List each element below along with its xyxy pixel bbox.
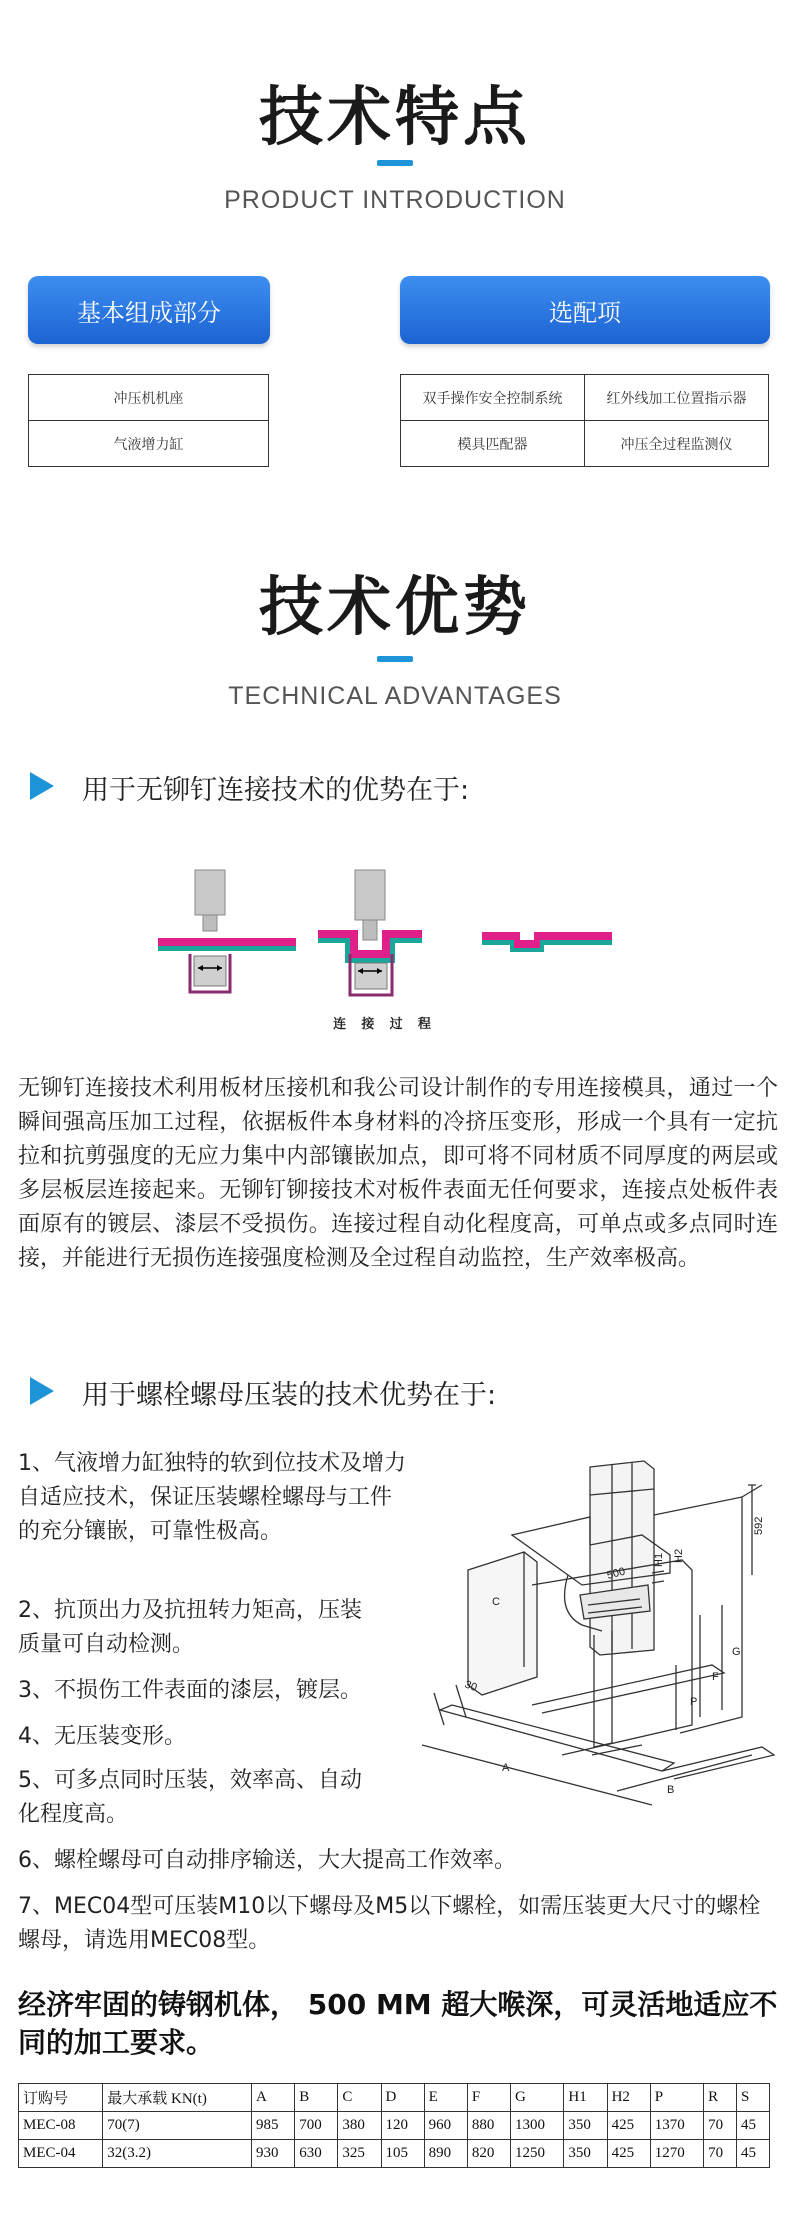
spec-cell: 820 xyxy=(467,2140,510,2168)
clinching-process-diagram xyxy=(150,868,620,1018)
dim-label-g: G xyxy=(732,1646,741,1658)
dim-label-h1: H1 xyxy=(653,1552,665,1567)
bolt-nut-heading: 用于螺栓螺母压装的技术优势在于: xyxy=(82,1380,497,1411)
spec-cell: 425 xyxy=(607,2140,650,2168)
advantages-subtitle: TECHNICAL ADVANTAGES xyxy=(228,682,562,710)
spec-header: C xyxy=(338,2084,381,2112)
dim-label-500: 500 xyxy=(605,1565,627,1582)
spec-cell: 880 xyxy=(467,2112,510,2140)
bolt-advantage-item: 2、抗顶出力及抗扭转力矩高，压装质量可自动检测。 xyxy=(18,1598,362,1657)
spec-header: P xyxy=(650,2084,703,2112)
option-item: 模具匹配器 xyxy=(401,421,585,467)
dim-label-p: P xyxy=(690,1696,698,1708)
option-item: 冲压全过程监测仪 xyxy=(585,421,769,467)
basic-components-button[interactable]: 基本组成部分 xyxy=(28,276,270,344)
spec-header-row xyxy=(19,2084,770,2112)
diagram-caption: 连 接 过 程 xyxy=(333,1016,437,1031)
spec-cell: 1250 xyxy=(510,2140,563,2168)
spec-cell: 350 xyxy=(564,2112,607,2140)
spec-cell: 425 xyxy=(607,2112,650,2140)
spec-cell: 45 xyxy=(737,2140,770,2168)
dim-label-f: F xyxy=(712,1671,719,1683)
spec-cell: 32(3.2) xyxy=(103,2140,252,2168)
spec-cell: 630 xyxy=(295,2140,338,2168)
basic-item: 冲压机机座 xyxy=(29,375,269,421)
spec-cell: 325 xyxy=(338,2140,381,2168)
clinch-stage-3 xyxy=(482,932,612,952)
spec-cell: 70 xyxy=(704,2140,737,2168)
intro-subtitle: PRODUCT INTRODUCTION xyxy=(224,186,566,214)
advantages-title-underline xyxy=(377,656,413,662)
spec-header: H2 xyxy=(607,2084,650,2112)
option-item: 双手操作安全控制系统 xyxy=(401,375,585,421)
spec-header: 最大承载 KN(t) xyxy=(103,2084,252,2112)
spec-cell: 70 xyxy=(704,2112,737,2140)
spec-header: B xyxy=(295,2084,338,2112)
clinch-stage-1 xyxy=(158,870,296,992)
spec-cell: 985 xyxy=(252,2112,295,2140)
spec-header: E xyxy=(424,2084,467,2112)
spec-cell: 930 xyxy=(252,2140,295,2168)
spec-header: H1 xyxy=(564,2084,607,2112)
dim-label-c: C xyxy=(492,1596,500,1608)
dim-label-a: A xyxy=(502,1762,510,1774)
dim-label-592: 592 xyxy=(753,1516,765,1535)
spec-cell: 700 xyxy=(295,2112,338,2140)
spec-cell: 120 xyxy=(381,2112,424,2140)
intro-title: 技术特点 xyxy=(259,81,531,155)
optional-items-button[interactable]: 选配项 xyxy=(400,276,770,344)
spec-header: R xyxy=(704,2084,737,2112)
spec-cell: 70(7) xyxy=(103,2112,252,2140)
bolt-advantage-item: 3、不损伤工件表面的漆层，镀层。 xyxy=(18,1678,362,1703)
spec-cell: 1370 xyxy=(650,2112,703,2140)
spec-header: D xyxy=(381,2084,424,2112)
spec-header: 订购号 xyxy=(19,2084,103,2112)
bolt-advantage-item: 4、无压装变形。 xyxy=(18,1724,186,1749)
spec-cell: MEC-08 xyxy=(19,2112,103,2140)
option-items-table xyxy=(400,374,769,467)
dim-label-h2: H2 xyxy=(673,1548,685,1563)
press-machine-drawing xyxy=(412,1455,782,1825)
bolt-advantage-item: 5、可多点同时压装，效率高、自动化程度高。 xyxy=(18,1768,362,1827)
spec-cell: 1300 xyxy=(510,2112,563,2140)
cast-steel-heading: 经济牢固的铸钢机体， 500 MM 超大喉深，可灵活地适应不同的加工要求。 xyxy=(18,1988,778,2059)
dim-label-30: 30 xyxy=(462,1678,479,1695)
table-row xyxy=(19,2112,770,2140)
clinch-stage-2 xyxy=(318,870,422,995)
spec-header: G xyxy=(510,2084,563,2112)
basic-items-table xyxy=(28,374,269,467)
play-arrow-icon xyxy=(30,1377,54,1405)
bolt-advantage-item: 7、MEC04型可压装M10以下螺母及M5以下螺栓，如需压装更大尺寸的螺栓螺母，请选用MEC08型。 xyxy=(18,1894,761,1953)
play-arrow-icon xyxy=(30,772,54,800)
spec-header: F xyxy=(467,2084,510,2112)
spec-cell: 380 xyxy=(338,2112,381,2140)
spec-cell: 1270 xyxy=(650,2140,703,2168)
spec-header: S xyxy=(737,2084,770,2112)
advantages-title: 技术优势 xyxy=(259,571,531,645)
spec-cell: 350 xyxy=(564,2140,607,2168)
table-row xyxy=(19,2140,770,2168)
rivetless-paragraph: 无铆钉连接技术利用板材压接机和我公司设计制作的专用连接模具，通过一个瞬间强高压加工过程，依据板件本身材料的冷挤压变形，形成一个具有一定抗拉和抗剪强度的无应力集中内部镶嵌加点，即可将不同材质不同厚度的两层或多层板层连接起来。无铆钉铆接技术对板件表面无任何要求，连接点处板件表面原有的镀层、漆层不受损伤。连接过程自动化程度高，可单点或多点同时连接，并能进行无损伤连接强度检测及全过程自动监控，生产效率极高。 xyxy=(18,1076,778,1271)
bolt-advantage-item: 1、气液增力缸独特的软到位技术及增力自适应技术，保证压装螺栓螺母与工件的充分镶嵌，可靠性极高。 xyxy=(18,1451,406,1544)
bolt-advantage-item: 6、螺栓螺母可自动排序输送，大大提高工作效率。 xyxy=(18,1848,516,1873)
option-item: 红外线加工位置指示器 xyxy=(585,375,769,421)
basic-item: 气液增力缸 xyxy=(29,421,269,467)
spec-cell: MEC-04 xyxy=(19,2140,103,2168)
spec-table xyxy=(18,2083,770,2168)
spec-cell: 890 xyxy=(424,2140,467,2168)
spec-cell: 960 xyxy=(424,2112,467,2140)
spec-cell: 45 xyxy=(737,2112,770,2140)
rivetless-heading: 用于无铆钉连接技术的优势在于: xyxy=(82,775,470,806)
spec-cell: 105 xyxy=(381,2140,424,2168)
intro-title-underline xyxy=(377,160,413,166)
dim-label-b: B xyxy=(667,1784,675,1796)
spec-header: A xyxy=(252,2084,295,2112)
